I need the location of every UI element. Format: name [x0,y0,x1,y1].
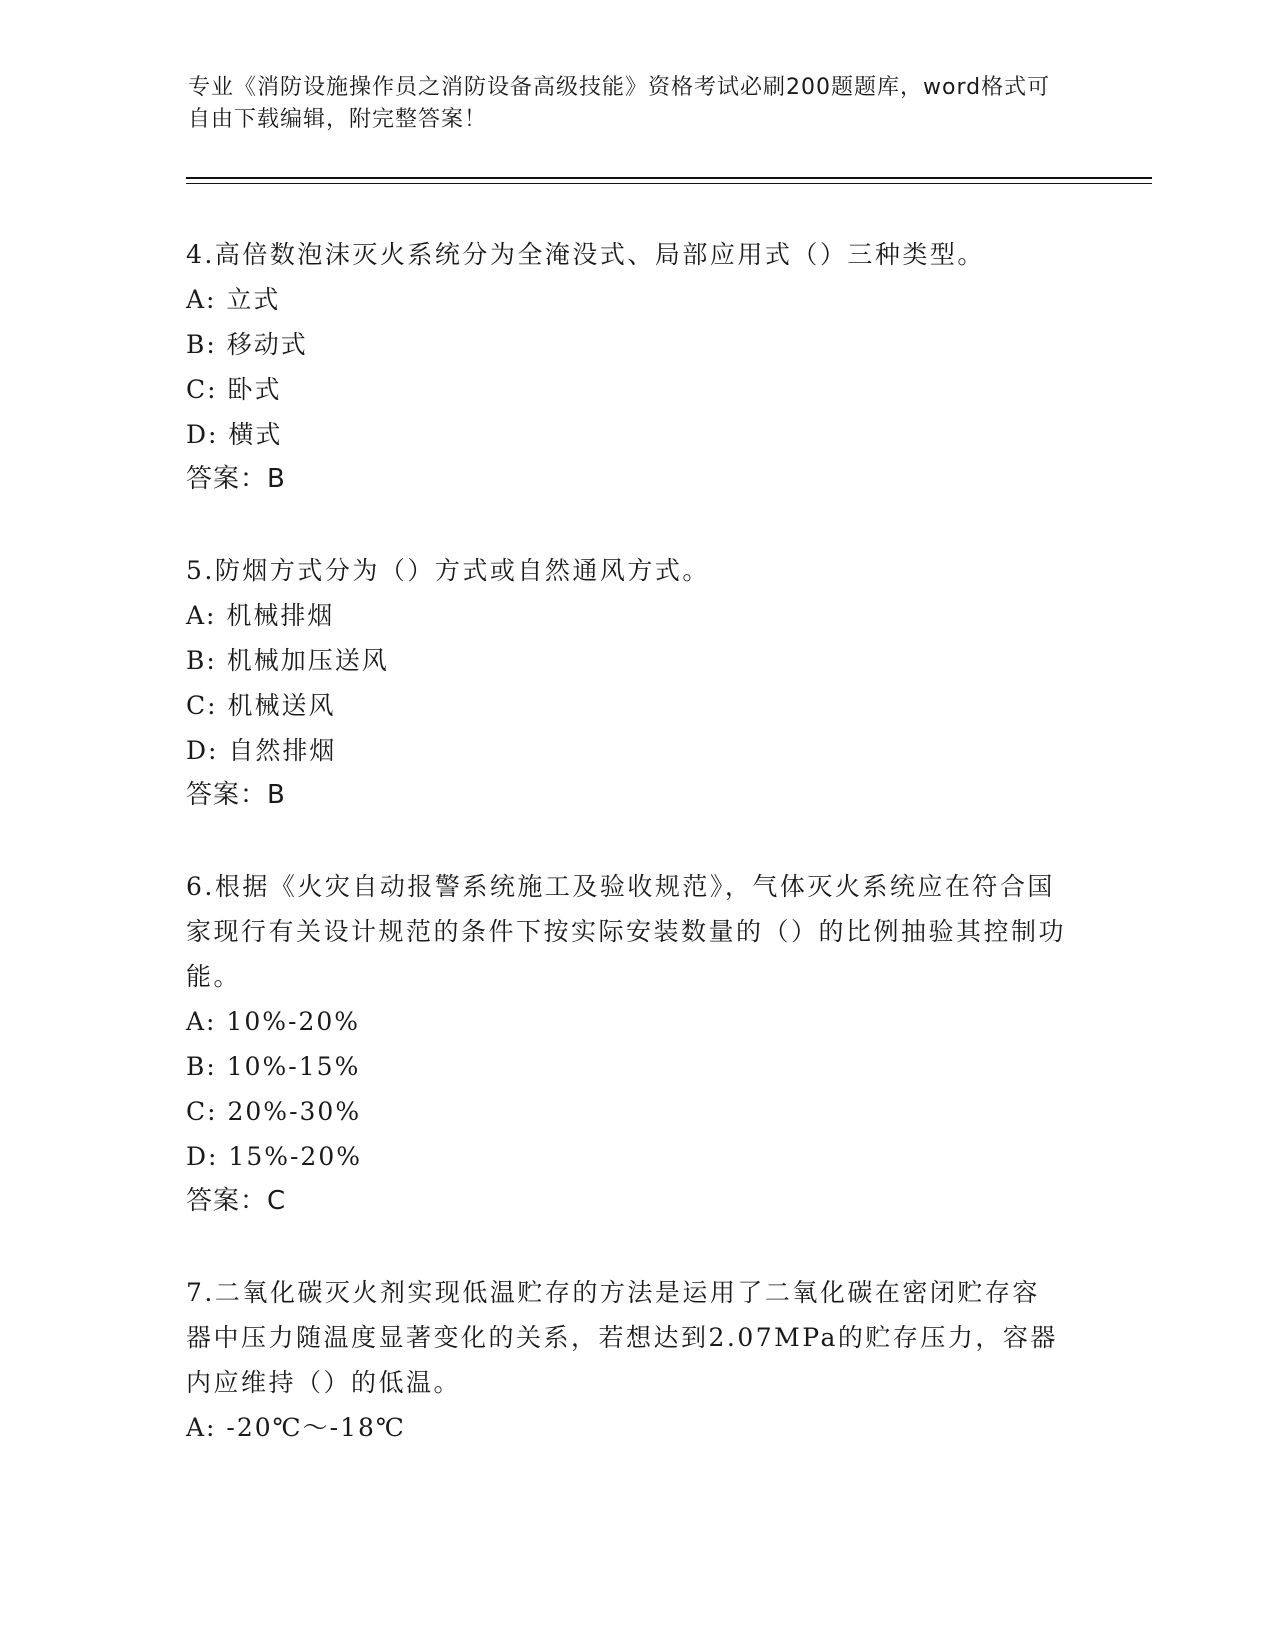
option-b: B: 10%-15% [186,1052,361,1081]
option-d: D: 15%-20% [186,1142,362,1171]
answer: 答案：B [186,780,286,810]
option-a: A: 机械排烟 [186,601,335,630]
option-b: B: 机械加压送风 [186,646,389,675]
question-stem: 6.根据《火灾自动报警系统施工及验收规范》，气体灭火系统应在符合国家现行有关设计规范的条件下按实际安装数量的（）的比例抽验其控制功能。 [186,872,1067,991]
option-c: C: 卧式 [186,375,282,404]
question-4 [186,232,1066,502]
question-stem: 5.防烟方式分为（）方式或自然通风方式。 [186,556,710,585]
option-a: A: 10%-20% [186,1007,361,1036]
option-d: D: 自然排烟 [186,736,337,765]
question-stem: 7.二氧化碳灭火剂实现低温贮存的方法是运用了二氧化碳在密闭贮存容器中压力随温度显著变化的关系，若想达到2.07MPa的贮存压力，容器内应维持（）的低温。 [186,1278,1058,1397]
option-a: A: -20℃～-18℃ [186,1413,406,1442]
question-stem: 4.高倍数泡沫灭火系统分为全淹没式、局部应用式（）三种类型。 [186,240,985,269]
question-7 [186,1270,1066,1450]
option-c: C: 20%-30% [186,1097,362,1126]
option-c: C: 机械送风 [186,691,336,720]
option-b: B: 移动式 [186,330,308,359]
header-divider-thin [186,183,1152,184]
answer: 答案：B [186,464,286,494]
question-5 [186,548,1066,818]
document-header: 专业《消防设施操作员之消防设备高级技能》资格考试必刷200题题库，word格式可自由下载编辑，附完整答案！ [188,75,1051,132]
question-6 [186,864,1066,1224]
question-list [186,232,1066,1496]
answer: 答案：C [186,1186,287,1216]
header-divider [186,177,1152,179]
option-a: A: 立式 [186,285,281,314]
option-d: D: 横式 [186,420,283,449]
